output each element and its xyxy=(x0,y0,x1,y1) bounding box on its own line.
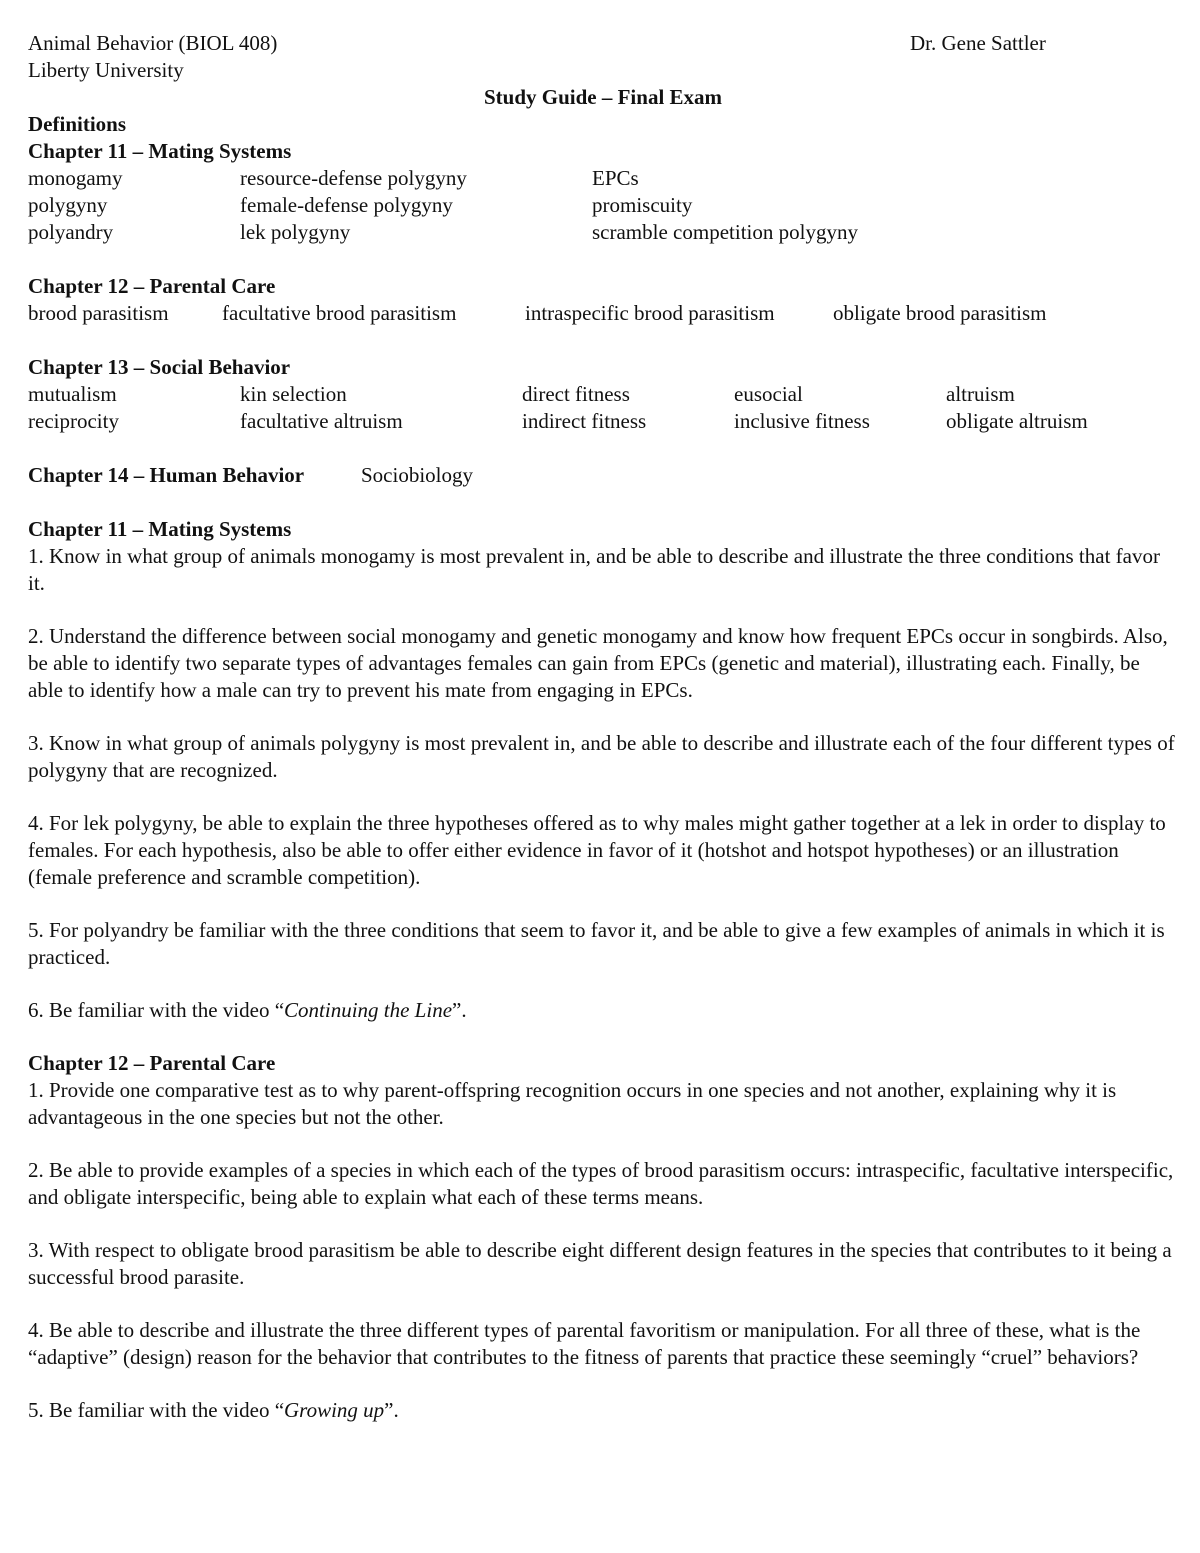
course-title: Animal Behavior (BIOL 408) xyxy=(28,31,278,55)
video-prefix: 5. Be familiar with the video “ xyxy=(28,1398,285,1422)
term: polyandry xyxy=(28,220,114,244)
term: EPCs xyxy=(592,166,639,190)
document-title: Study Guide – Final Exam xyxy=(483,85,723,109)
term: eusocial xyxy=(734,382,803,406)
ch11-questions-heading: Chapter 11 – Mating Systems xyxy=(28,517,292,541)
def-ch13-row xyxy=(28,381,1178,408)
term: obligate brood parasitism xyxy=(833,301,1047,325)
term: female-defense polygyny xyxy=(240,193,453,217)
def-ch12-heading: Chapter 12 – Parental Care xyxy=(28,274,276,298)
school-name: Liberty University xyxy=(28,58,184,82)
video-suffix: ”. xyxy=(384,1398,399,1422)
question-item: 1. Know in what group of animals monogamy is most prevalent in, and be able to describe and illustrate the three conditions that favor it. xyxy=(28,544,1160,595)
term: inclusive fitness xyxy=(734,409,870,433)
video-prefix: 6. Be familiar with the video “ xyxy=(28,998,285,1022)
term: scramble competition polygyny xyxy=(592,220,858,244)
term: polygyny xyxy=(28,193,108,217)
def-ch11-row xyxy=(28,219,1178,246)
question-item: 2. Understand the difference between social monogamy and genetic monogamy and know how frequent EPCs occur in songbirds. Also, be able to identify two separate types of advantages females can gain from EPCs (genetic and material), illustrating each. Finally, be able to identify how a male can try to prevent his mate from engaging in EPCs. xyxy=(28,624,1168,702)
term: indirect fitness xyxy=(522,409,647,433)
question-item: 2. Be able to provide examples of a species in which each of the types of brood parasitism occurs: intraspecific, facultative interspecific, and obligate interspecific, being able to explain what each of these terms means. xyxy=(28,1158,1174,1209)
term: facultative brood parasitism xyxy=(222,301,457,325)
term: intraspecific brood parasitism xyxy=(525,301,775,325)
def-ch13-heading: Chapter 13 – Social Behavior xyxy=(28,355,291,379)
def-ch13-row xyxy=(28,408,1178,435)
term: kin selection xyxy=(240,382,347,406)
question-item: 5. For polyandry be familiar with the three conditions that seem to favor it, and be able to give a few examples of animals in which it is practiced. xyxy=(28,918,1165,969)
term: lek polygyny xyxy=(240,220,351,244)
ch12-questions-heading: Chapter 12 – Parental Care xyxy=(28,1051,276,1075)
video-title: Continuing the Line xyxy=(284,998,453,1022)
def-ch14-row xyxy=(28,462,1178,489)
question-item: 3. With respect to obligate brood parasitism be able to describe eight different design features in the species that contributes to it being a successful brood parasite. xyxy=(28,1238,1172,1289)
def-ch11-heading: Chapter 11 – Mating Systems xyxy=(28,139,292,163)
term: facultative altruism xyxy=(240,409,403,433)
video-title: Growing up xyxy=(284,1398,385,1422)
question-item: 4. Be able to describe and illustrate the three different types of parental favoritism or manipulation. For all three of these, what is the “adaptive” (design) reason for the behavior that contributes to the fitness of parents that practice these seemingly “cruel” behaviors? xyxy=(28,1318,1141,1369)
term: promiscuity xyxy=(592,193,693,217)
term: monogamy xyxy=(28,166,123,190)
term: obligate altruism xyxy=(946,409,1088,433)
question-item: 1. Provide one comparative test as to why parent-offspring recognition occurs in one species and not another, explaining why it is advantageous in the one species but not the other. xyxy=(28,1078,1117,1129)
question-item: 3. Know in what group of animals polygyny is most prevalent in, and be able to describe and illustrate each of the four different types of polygyny that are recognized. xyxy=(28,731,1175,782)
document-page xyxy=(28,30,1178,1424)
def-ch11-row xyxy=(28,192,1178,219)
header-line-1 xyxy=(28,30,1178,57)
question-item-video xyxy=(28,1397,1178,1424)
definitions-heading: Definitions xyxy=(28,112,127,136)
term: mutualism xyxy=(28,382,117,406)
instructor-name: Dr. Gene Sattler xyxy=(910,31,1046,55)
def-ch14-heading: Chapter 14 – Human Behavior xyxy=(28,463,305,487)
term: resource-defense polygyny xyxy=(240,166,467,190)
def-ch12-row xyxy=(28,300,1178,327)
question-item-video xyxy=(28,997,1178,1024)
term: direct fitness xyxy=(522,382,630,406)
term: altruism xyxy=(946,382,1015,406)
question-item: 4. For lek polygyny, be able to explain the three hypotheses offered as to why males might gather together at a lek in order to display to females. For each hypothesis, also be able to offer either evidence in favor of it (hotshot and hotspot hypotheses) or an illustration (female preference and scramble competition). xyxy=(28,811,1166,889)
video-suffix: ”. xyxy=(452,998,467,1022)
term: brood parasitism xyxy=(28,301,169,325)
term: reciprocity xyxy=(28,409,119,433)
term: Sociobiology xyxy=(361,463,474,487)
def-ch11-row xyxy=(28,165,1178,192)
